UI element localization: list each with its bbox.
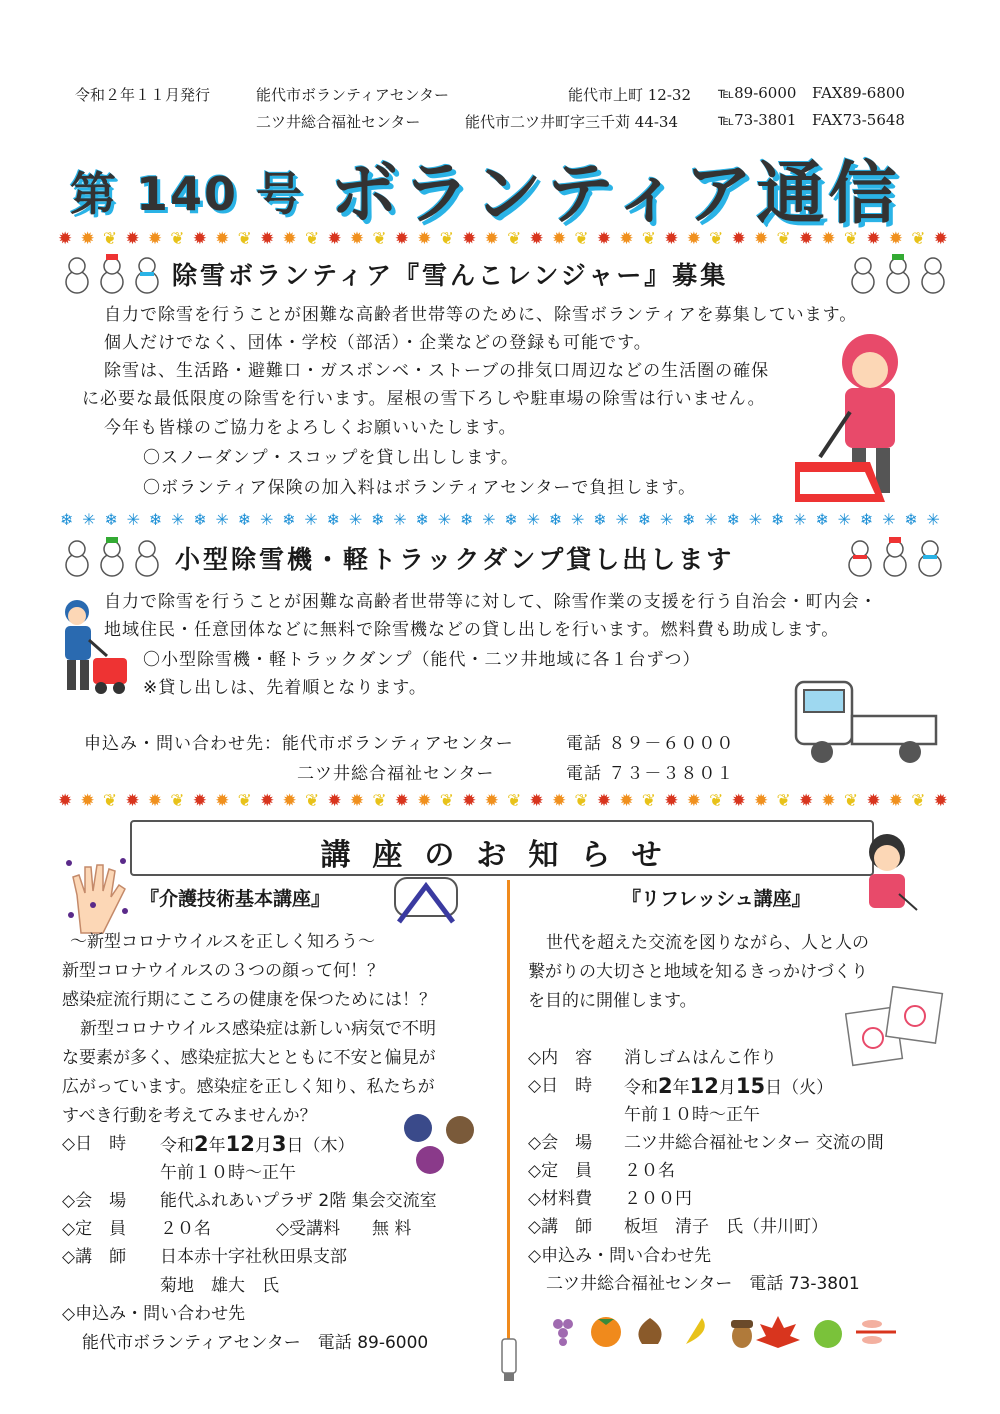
snow-blower-illustration (55, 596, 135, 702)
left-lecturer-1: 日本赤十字社秋田県支部 (160, 1247, 347, 1267)
leaf-icon: ✹ (866, 229, 881, 249)
s1-line-4: に必要な最低限度の除雪を行います。屋根の雪下ろしや駐車場の除雪は行いません。 (82, 389, 766, 409)
snowmen-right-2 (845, 535, 945, 579)
snowflake-icon: ❄ (548, 510, 563, 529)
right-capacity-label: ◇定 員 (528, 1161, 593, 1181)
snowflake-icon: ✳ (837, 510, 852, 529)
right-time: 午前１０時～正午 (624, 1105, 760, 1125)
snowflake-icon: ❄ (771, 510, 785, 529)
snowflake-icon: ✳ (615, 510, 629, 529)
snowflake-icon: ❄ (104, 510, 118, 529)
right-content: 消しゴムはんこ作り (624, 1048, 777, 1068)
left-date-month: 12 (225, 1132, 255, 1156)
leaf-icon: ✹ (596, 791, 612, 811)
leaf-icon: ✹ (798, 791, 814, 811)
right-lecturer-label: ◇講 師 (528, 1217, 593, 1237)
snowflake-icon: ❄ (593, 510, 607, 529)
leaf-icon: ✹ (596, 229, 612, 249)
leaf-icon: ✹ (58, 791, 73, 811)
snowflake-icon: ❄ (148, 510, 163, 529)
left-lecturer-2: 菊地 雄大 氏 (160, 1276, 279, 1296)
org-fax-1: FAX89-6800 (812, 84, 905, 102)
snowflake-icon: ✳ (571, 510, 585, 529)
leaf-icon: ❦ (170, 791, 185, 811)
snowflake-icon: ❄ (415, 510, 429, 529)
leaf-icon: ❦ (776, 229, 791, 249)
course-banner (130, 820, 874, 876)
leaf-icon: ✹ (551, 791, 567, 811)
left-venue-label: ◇会 場 (62, 1191, 127, 1211)
left-capacity: ２０名 (160, 1219, 211, 1239)
snow-pusher-illustration (790, 322, 930, 508)
leaf-icon: ✹ (619, 229, 634, 249)
org-address-1: 能代市上町 12-32 (568, 86, 692, 104)
leaf-icon: ❦ (372, 791, 387, 811)
snowflake-icon: ✳ (393, 510, 407, 529)
right-date-pre: 令和 (624, 1078, 658, 1098)
s2-line-4: ※貸し出しは、先着順となります。 (143, 678, 427, 698)
leaf-icon: ✹ (731, 229, 746, 249)
leaf-icon: ✹ (349, 229, 365, 249)
s2-line-3: 〇小型除雪機・軽トラックダンプ（能代・二ツ井地域に各１台ずつ） (143, 650, 701, 670)
right-intro-3: を目的に開催します。 (528, 991, 697, 1011)
persimmon-icon (591, 1317, 621, 1347)
hand-germs-icon (63, 855, 133, 935)
snowflake-icon: ❄ (815, 510, 829, 529)
snowflake-icon: ❄ (60, 510, 74, 529)
org-name-2: 二ツ井総合福祉センター (256, 113, 421, 131)
right-content-label: ◇内 容 (528, 1048, 593, 1068)
leaf-icon: ❦ (237, 229, 252, 249)
snowflake-icon: ✳ (215, 510, 229, 529)
autumn-icons-row (546, 1310, 906, 1354)
leaf-icon: ✹ (125, 791, 140, 811)
leaf-icon: ❦ (843, 791, 859, 811)
ginkgo-icon (686, 1318, 705, 1344)
right-apply-label: ◇申込み・問い合わせ先 (528, 1246, 712, 1266)
leaf-icon: ✹ (192, 229, 207, 249)
s1-line-3: 除雪は、生活路・避難口・ガスボンベ・ストーブの排気口周辺などの生活圏の確保 (104, 361, 770, 381)
contact-tel-1: 電話 ８９－６０００ (566, 734, 735, 754)
snowflake-icon: ❄ (504, 510, 518, 529)
autumn-leaf-border-2 (58, 790, 948, 812)
leaf-icon: ✹ (754, 791, 769, 811)
issue-number: 第 140 号 (70, 167, 305, 221)
org-tel-1: ℡89-6000 (718, 84, 797, 102)
org-name-1: 能代市ボランティアセンター (256, 86, 450, 104)
left-time: 午前１０時～正午 (160, 1163, 296, 1183)
snowflake-icon: ❄ (326, 510, 341, 529)
snowflake-icon: ❄ (282, 510, 296, 529)
leaf-icon: ✹ (147, 229, 163, 249)
leaf-icon: ✹ (933, 229, 948, 249)
right-venue-label: ◇会 場 (528, 1133, 593, 1153)
leaf-icon: ✹ (933, 791, 948, 811)
snowflake-icon: ✳ (82, 510, 96, 529)
leaf-icon: ✹ (125, 229, 140, 249)
leaf-icon: ✹ (417, 229, 432, 249)
leaf-icon: ❦ (776, 791, 791, 811)
left-date-label: ◇日 時 (62, 1134, 127, 1154)
left-intro-3: 感染症流行期にこころの健康を保つためには！？ (62, 990, 436, 1010)
newsletter-title (60, 140, 940, 234)
leaf-icon: ❦ (237, 791, 252, 811)
snowflake-icon: ✳ (126, 510, 141, 529)
right-intro-1: 世代を超えた交流を図りながら、人と人の (546, 933, 869, 953)
left-intro-7: すべき行動を考えてみませんか？ (62, 1106, 317, 1126)
snowflake-icon: ❄ (682, 510, 696, 529)
section1-heading: 除雪ボランティア『雪んこレンジャー』募集 (172, 261, 729, 290)
snowflake-icon: ✳ (526, 510, 540, 529)
leaf-icon: ✹ (260, 791, 275, 811)
right-date-day: 15 (735, 1074, 766, 1098)
leaf-icon: ❦ (372, 229, 387, 249)
left-date-year: 2 (194, 1132, 209, 1156)
leaf-icon: ❦ (304, 229, 320, 249)
snowflake-icon: ✳ (704, 510, 718, 529)
right-date-label: ◇日 時 (528, 1076, 593, 1096)
light-truck-illustration (790, 672, 942, 772)
snowflake-icon: ✳ (171, 510, 185, 529)
s2-line-1: 自力で除雪を行うことが困難な高齢者世帯等に対して、除雪作業の支援を行う自治会・町内会・ (104, 592, 878, 612)
right-apply: 二ツ井総合福祉センター 電話 73-3801 (546, 1274, 860, 1294)
left-intro-1: ～新型コロナウイルスを正しく知ろう～ (70, 932, 375, 952)
left-course-title: 『介護技術基本講座』 (140, 888, 331, 910)
contact-label: 申込み・問い合わせ先：能代市ボランティアセンター (84, 734, 514, 754)
left-intro-2: 新型コロナウイルスの３つの顔って何！？ (62, 961, 384, 981)
s2-line-2: 地域住民・任意団体などに無料で除雪機などの貸し出しを行います。燃料費も助成します。 (104, 620, 840, 640)
leaf-icon: ✹ (462, 229, 477, 249)
leaf-icon: ✹ (798, 229, 814, 249)
leaf-icon: ❦ (709, 229, 724, 249)
left-intro-4: 新型コロナウイルス感染症は新しい病気で不明 (80, 1019, 436, 1039)
leaf-icon: ✹ (619, 791, 634, 811)
left-date-day-suffix: 日（木） (286, 1136, 355, 1156)
dragonfly-icon (856, 1320, 896, 1344)
snowflake-icon: ❄ (637, 510, 652, 529)
right-intro-2: 繋がりの大切さと地域を知るきっかけづくり (528, 962, 868, 982)
snowflake-icon: ❄ (859, 510, 874, 529)
snowflake-icon: ✳ (926, 510, 940, 529)
apple-icon (814, 1320, 842, 1348)
s1-line-2: 個人だけでなく、団体・学校（部活）・企業などの登録も可能です。 (104, 333, 652, 353)
leaf-icon: ✹ (686, 229, 701, 249)
left-fee: 無 料 (372, 1219, 412, 1239)
course-banner-title: 講座のお知らせ (320, 838, 684, 873)
org-fax-2: FAX73-5648 (812, 111, 905, 129)
leaf-icon: ❦ (843, 229, 859, 249)
snowmen-left (62, 252, 162, 296)
left-intro-6: 広がっています。感染症を正しく知り、私たちが (62, 1077, 435, 1097)
org-tel-2: ℡73-3801 (718, 111, 797, 129)
leaf-icon: ✹ (664, 229, 679, 249)
leaf-icon: ❦ (507, 229, 522, 249)
newsletter-name: ボランティア通信 (330, 155, 901, 234)
left-lecturer-label: ◇講 師 (62, 1247, 127, 1267)
leaf-icon: ✹ (327, 229, 342, 249)
leaf-icon: ❦ (439, 229, 454, 249)
snowflake-icon: ❄ (371, 510, 385, 529)
leaf-icon: ✹ (462, 791, 477, 811)
snowflake-icon: ✳ (348, 510, 363, 529)
leaf-icon: ❦ (507, 791, 522, 811)
leaf-icon: ✹ (529, 791, 544, 811)
leaf-icon: ❦ (574, 229, 589, 249)
leaf-icon: ❦ (709, 791, 724, 811)
leaf-icon: ✹ (394, 229, 410, 249)
snowflake-icon: ❄ (193, 510, 207, 529)
leaf-icon: ✹ (260, 229, 275, 249)
snowflake-icon: ✳ (793, 510, 807, 529)
snowflake-icon: ❄ (459, 510, 474, 529)
right-date-month-suffix: 月 (718, 1078, 736, 1098)
virus-characters-illustration (398, 1106, 486, 1178)
right-date-year-suffix: 年 (672, 1078, 690, 1098)
left-apply-label: ◇申込み・問い合わせ先 (62, 1304, 246, 1324)
leaf-icon: ✹ (686, 791, 701, 811)
leaf-icon: ✹ (888, 791, 904, 811)
s1-line-5: 今年も皆様のご協力をよろしくお願いいたします。 (104, 418, 517, 438)
snowflake-border (60, 509, 940, 531)
right-venue: 二ツ井総合福祉センター 交流の間 (624, 1133, 884, 1153)
right-date-day-suffix: 日（火） (765, 1078, 834, 1098)
mask-icon (385, 872, 467, 932)
left-capacity-label: ◇定 員 (62, 1219, 127, 1239)
s1-line-6: 〇スノーダンプ・スコップを貸し出しします。 (143, 448, 519, 468)
paint-tube-icon (494, 1335, 524, 1385)
right-date (624, 1072, 833, 1103)
left-fee-label: ◇受講料 (276, 1219, 341, 1239)
chestnut-icon (638, 1318, 661, 1344)
leaf-icon: ✹ (80, 791, 95, 811)
snowflake-icon: ✳ (259, 510, 274, 529)
snowmen-left-2 (62, 535, 162, 579)
leaf-icon: ✹ (821, 229, 836, 249)
snowmen-right (848, 252, 948, 296)
left-date-month-suffix: 月 (254, 1136, 272, 1156)
leaf-icon: ✹ (866, 791, 881, 811)
maple-leaf-icon (756, 1316, 800, 1348)
leaf-icon: ❦ (102, 791, 118, 811)
leaf-icon: ✹ (484, 229, 499, 249)
leaf-icon: ✹ (664, 791, 679, 811)
snowflake-icon: ✳ (882, 510, 896, 529)
leaf-icon: ✹ (394, 791, 410, 811)
right-date-month: 12 (689, 1074, 719, 1098)
right-material: ２００円 (624, 1189, 692, 1209)
leaf-icon: ✹ (754, 229, 769, 249)
snowman-icon (845, 535, 945, 579)
left-date-day: 3 (271, 1132, 287, 1156)
leaf-icon: ✹ (58, 229, 73, 249)
leaf-icon: ✹ (215, 229, 230, 249)
left-venue: 能代ふれあいプラザ 2階 集会交流室 (160, 1191, 437, 1211)
snowflake-icon: ✳ (748, 510, 763, 529)
issue-date: 令和２年１１月発行 (75, 86, 211, 104)
right-date-year: 2 (658, 1074, 673, 1098)
left-date-year-suffix: 年 (208, 1136, 226, 1156)
left-intro-5: な要素が多く、感染症拡大とともに不安と偏見が (62, 1048, 436, 1068)
snowflake-icon: ✳ (304, 510, 318, 529)
leaf-icon: ❦ (641, 229, 657, 249)
leaf-icon: ✹ (215, 791, 230, 811)
leaf-icon: ✹ (821, 791, 836, 811)
leaf-icon: ❦ (574, 791, 589, 811)
leaf-icon: ✹ (282, 791, 297, 811)
contact-tel-2: 電話 ７３－３８０１ (566, 764, 735, 784)
snowflake-icon: ✳ (482, 510, 496, 529)
leaf-icon: ❦ (911, 229, 926, 249)
leaf-icon: ✹ (80, 229, 95, 249)
snowflake-icon: ✳ (437, 510, 452, 529)
s1-line-1: 自力で除雪を行うことが困難な高齢者世帯等のために、除雪ボランティアを募集しています。 (104, 305, 858, 325)
acorn-icon (731, 1320, 753, 1348)
snowman-icon (848, 252, 948, 296)
snowflake-icon: ❄ (237, 510, 252, 529)
right-capacity: ２０名 (624, 1161, 675, 1181)
leaf-icon: ✹ (282, 229, 297, 249)
org-address-2: 能代市二ツ井町字三千苅 44-34 (465, 113, 679, 131)
snowflake-icon: ❄ (726, 510, 740, 529)
eraser-stamp-illustration (845, 986, 945, 1068)
leaf-icon: ❦ (170, 229, 185, 249)
right-course-title: 『リフレッシュ講座』 (622, 888, 811, 910)
leaf-icon: ✹ (551, 229, 567, 249)
leaf-icon: ✹ (888, 229, 904, 249)
leaf-icon: ❦ (439, 791, 454, 811)
contact-org-2: 二ツ井総合福祉センター (297, 764, 495, 784)
leaf-icon: ❦ (304, 791, 320, 811)
column-divider (507, 880, 510, 1350)
left-date (160, 1130, 354, 1161)
snowflake-icon: ❄ (904, 510, 918, 529)
leaf-icon: ❦ (641, 791, 657, 811)
leaf-icon: ❦ (911, 791, 926, 811)
leaf-icon: ✹ (349, 791, 365, 811)
leaf-icon: ✹ (192, 791, 207, 811)
right-material-label: ◇材料費 (528, 1189, 593, 1209)
leaf-icon: ❦ (102, 229, 118, 249)
left-apply: 能代市ボランティアセンター 電話 89-6000 (82, 1333, 429, 1353)
autumn-leaf-border (58, 228, 948, 250)
right-lecturer: 板垣 清子 氏（井川町） (624, 1217, 828, 1237)
snowman-icon (62, 535, 162, 579)
section2-heading: 小型除雪機・軽トラックダンプ貸し出します (175, 545, 735, 574)
leaf-icon: ✹ (147, 791, 163, 811)
leaf-icon: ✹ (484, 791, 499, 811)
s1-line-7: 〇ボランティア保険の加入料はボランティアセンターで負担します。 (143, 478, 697, 498)
snowflake-icon: ✳ (659, 510, 674, 529)
leaf-icon: ✹ (327, 791, 342, 811)
leaf-icon: ✹ (529, 229, 544, 249)
grape-icon (553, 1319, 573, 1346)
girl-writing-illustration (855, 830, 925, 920)
left-date-pre: 令和 (160, 1136, 194, 1156)
snowman-icon (62, 252, 162, 296)
leaf-icon: ✹ (731, 791, 746, 811)
leaf-icon: ✹ (417, 791, 432, 811)
